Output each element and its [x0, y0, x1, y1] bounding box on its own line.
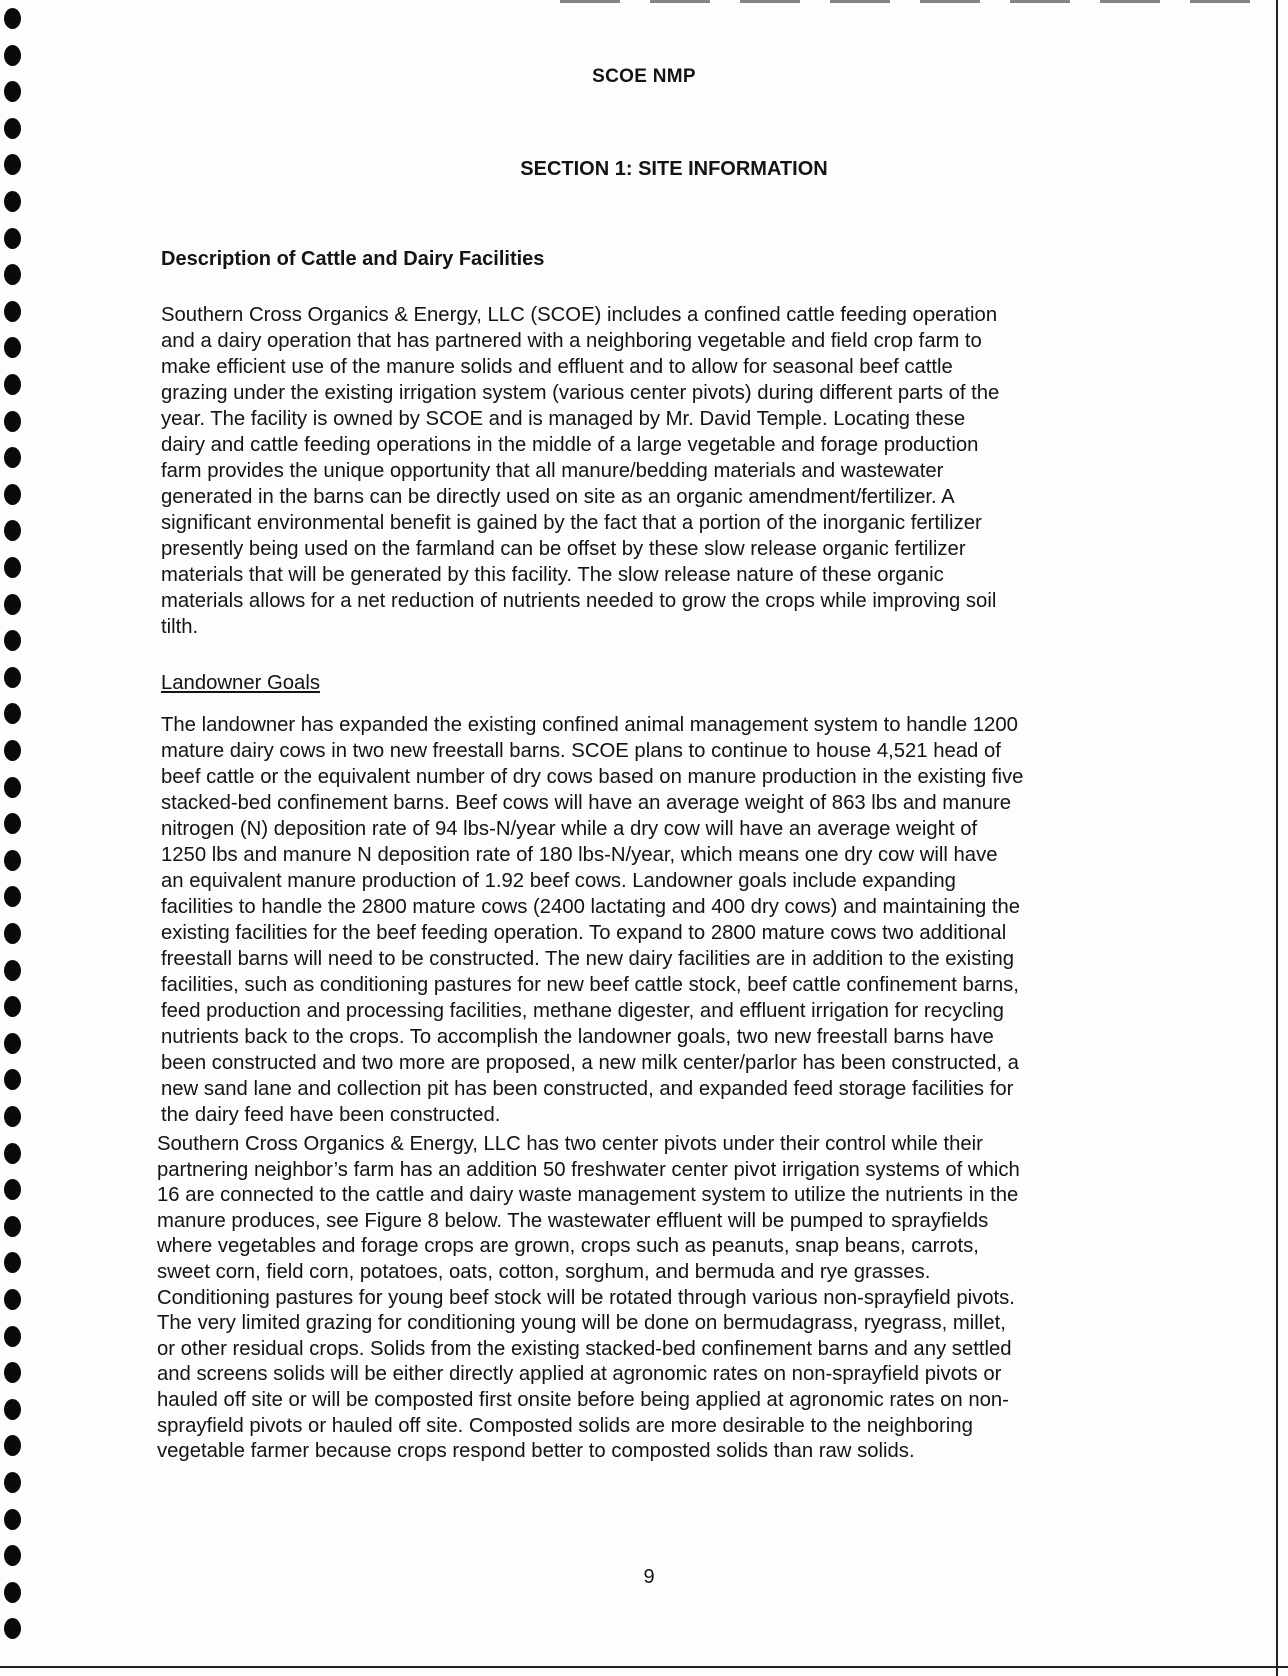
text-line: feed production and processing facilities, methane digester, and effluent irrigation for recycling [161, 1000, 1004, 1022]
binding-hole [4, 630, 21, 651]
binding-hole [4, 703, 21, 724]
text-line: an equivalent manure production of 1.92 beef cows. Landowner goals include expanding [161, 870, 956, 892]
text-line: or other residual crops. Solids from the existing stacked-bed confinement barns and any settled [157, 1337, 1012, 1360]
text-line: stacked-bed confinement barns. Beef cows will have an average weight of 863 lbs and manure [161, 792, 1012, 814]
binding-hole [4, 1326, 21, 1347]
text-line: nutrients back to the crops. To accomplish the landowner goals, two new freestall barns have [161, 1026, 994, 1048]
text-line: The landowner has expanded the existing confined animal management system to handle 1200 [161, 714, 1018, 736]
binding-hole [4, 1435, 21, 1456]
binding-hole [4, 1618, 21, 1639]
text-line: Southern Cross Organics & Energy, LLC (SCOE) includes a confined cattle feeding operation [161, 304, 998, 326]
binding-hole [4, 1399, 21, 1420]
document-header: SCOE NMP [592, 66, 696, 87]
binding-hole [4, 923, 21, 944]
text-line: existing facilities for the beef feeding operation. To expand to 2800 mature cows two additional [161, 922, 1007, 944]
page-number: 9 [643, 1566, 655, 1588]
text-line: generated in the barns can be directly used on site as an organic amendment/fertilizer. A [161, 486, 955, 508]
text-line: freestall barns will need to be constructed. The new dairy facilities are in addition to the existing [161, 948, 1015, 970]
text-line: nitrogen (N) deposition rate of 94 lbs-N/year while a dry cow will have an average weight of [161, 818, 978, 840]
text-line: significant environmental benefit is gained by the fact that a portion of the inorganic fertilizer [161, 512, 982, 534]
binding-hole [4, 813, 21, 834]
text-line: partnering neighbor’s farm has an addition 50 freshwater center pivot irrigation systems of which [157, 1158, 1020, 1181]
binding-hole [4, 1289, 21, 1310]
spiral-binding-holes [0, 0, 30, 1676]
text-line: materials that will be generated by this facility. The slow release nature of these organic [161, 564, 944, 586]
binding-hole [4, 411, 21, 432]
binding-hole [4, 740, 21, 761]
binding-hole [4, 1216, 21, 1237]
text-line: 16 are connected to the cattle and dairy waste management system to utilize the nutrients in the [157, 1184, 1019, 1207]
binding-hole [4, 1545, 21, 1566]
text-line: new sand lane and collection pit has been constructed, and expanded feed storage facilities for [161, 1078, 1014, 1100]
paragraph-center-pivots [157, 1132, 1137, 1465]
text-line: vegetable farmer because crops respond better to composted solids than raw solids. [157, 1440, 915, 1463]
binding-hole [4, 960, 21, 981]
text-line: and a dairy operation that has partnered with a neighboring vegetable and field crop farm to [161, 330, 982, 352]
text-line: presently being used on the farmland can be offset by these slow release organic fertilizer [161, 538, 966, 560]
binding-hole [4, 1143, 21, 1164]
text-line: year. The facility is owned by SCOE and is managed by Mr. David Temple. Locating these [161, 408, 966, 430]
binding-hole [4, 996, 21, 1017]
text-line: farm provides the unique opportunity that all manure/bedding materials and wastewater [161, 460, 944, 482]
text-line: beef cattle or the equivalent number of dry cows based on manure production in the existing five [161, 766, 1024, 788]
text-line: sweet corn, field corn, potatoes, oats, cotton, sorghum, and bermuda and rye grasses. [157, 1260, 931, 1283]
text-line: make efficient use of the manure solids and effluent and to allow for seasonal beef cattle [161, 356, 953, 378]
text-line: manure produces, see Figure 8 below. The wastewater effluent will be pumped to sprayfields [157, 1209, 989, 1232]
binding-hole [4, 484, 21, 505]
binding-hole [4, 667, 21, 688]
binding-hole [4, 1509, 21, 1530]
page-edge-bottom [0, 1666, 1288, 1668]
text-line: dairy and cattle feeding operations in the middle of a large vegetable and forage production [161, 434, 979, 456]
binding-hole [4, 777, 21, 798]
text-line: materials allows for a net reduction of nutrients needed to grow the crops while improving soil [161, 590, 997, 612]
binding-hole [4, 886, 21, 907]
text-line: 1250 lbs and manure N deposition rate of 180 lbs-N/year, which means one dry cow will have [161, 844, 998, 866]
binding-hole [4, 557, 21, 578]
binding-hole [4, 374, 21, 395]
paragraph-landowner-goals [161, 712, 1141, 1128]
binding-hole [4, 1252, 21, 1273]
text-line: where vegetables and forage crops are grown, crops such as peanuts, snap beans, carrots, [157, 1235, 979, 1258]
text-line: facilities, such as conditioning pastures for new beef cattle stock, beef cattle confinement barns, [161, 974, 1019, 996]
text-line: been constructed and two more are proposed, a new milk center/parlor has been constructed, a [161, 1052, 1019, 1074]
paragraph-facilities-description [161, 302, 1141, 640]
binding-hole [4, 1362, 21, 1383]
text-line: mature dairy cows in two new freestall barns. SCOE plans to continue to house 4,521 head of [161, 740, 1001, 762]
binding-hole [4, 8, 21, 29]
binding-hole [4, 264, 21, 285]
section-title: SECTION 1: SITE INFORMATION [520, 158, 828, 180]
text-line: and screens solids will be either directly applied at agronomic rates on non-sprayfield pivots or [157, 1363, 1002, 1386]
binding-hole [4, 191, 21, 212]
page-edge-right [1276, 0, 1278, 1676]
text-line: facilities to handle the 2800 mature cows (2400 lactating and 400 dry cows) and maintaining the [161, 896, 1021, 918]
binding-hole [4, 1069, 21, 1090]
scan-artifact [560, 0, 1280, 3]
text-line: Conditioning pastures for young beef stock will be rotated through various non-sprayfield pivots. [157, 1286, 1015, 1309]
binding-hole [4, 447, 21, 468]
binding-hole [4, 520, 21, 541]
subheading-landowner-goals: Landowner Goals [161, 672, 320, 694]
binding-hole [4, 337, 21, 358]
binding-hole [4, 301, 21, 322]
binding-hole [4, 1033, 21, 1054]
subheading-facilities: Description of Cattle and Dairy Facilities [161, 248, 545, 270]
binding-hole [4, 228, 21, 249]
text-line: grazing under the existing irrigation system (various center pivots) during different parts of the [161, 382, 1000, 404]
binding-hole [4, 118, 21, 139]
binding-hole [4, 594, 21, 615]
binding-hole [4, 1106, 21, 1127]
text-line: tilth. [161, 616, 199, 638]
text-line: sprayfield pivots or hauled off site. Composted solids are more desirable to the neighboring [157, 1414, 973, 1437]
text-line: The very limited grazing for conditioning young will be done on bermudagrass, ryegrass, millet, [157, 1312, 1006, 1335]
text-line: the dairy feed have been constructed. [161, 1104, 501, 1126]
binding-hole [4, 45, 21, 66]
text-line: hauled off site or will be composted first onsite before being applied at agronomic rates on non- [157, 1388, 1009, 1411]
binding-hole [4, 1179, 21, 1200]
binding-hole [4, 850, 21, 871]
text-line: Southern Cross Organics & Energy, LLC has two center pivots under their control while their [157, 1133, 983, 1155]
binding-hole [4, 1472, 21, 1493]
